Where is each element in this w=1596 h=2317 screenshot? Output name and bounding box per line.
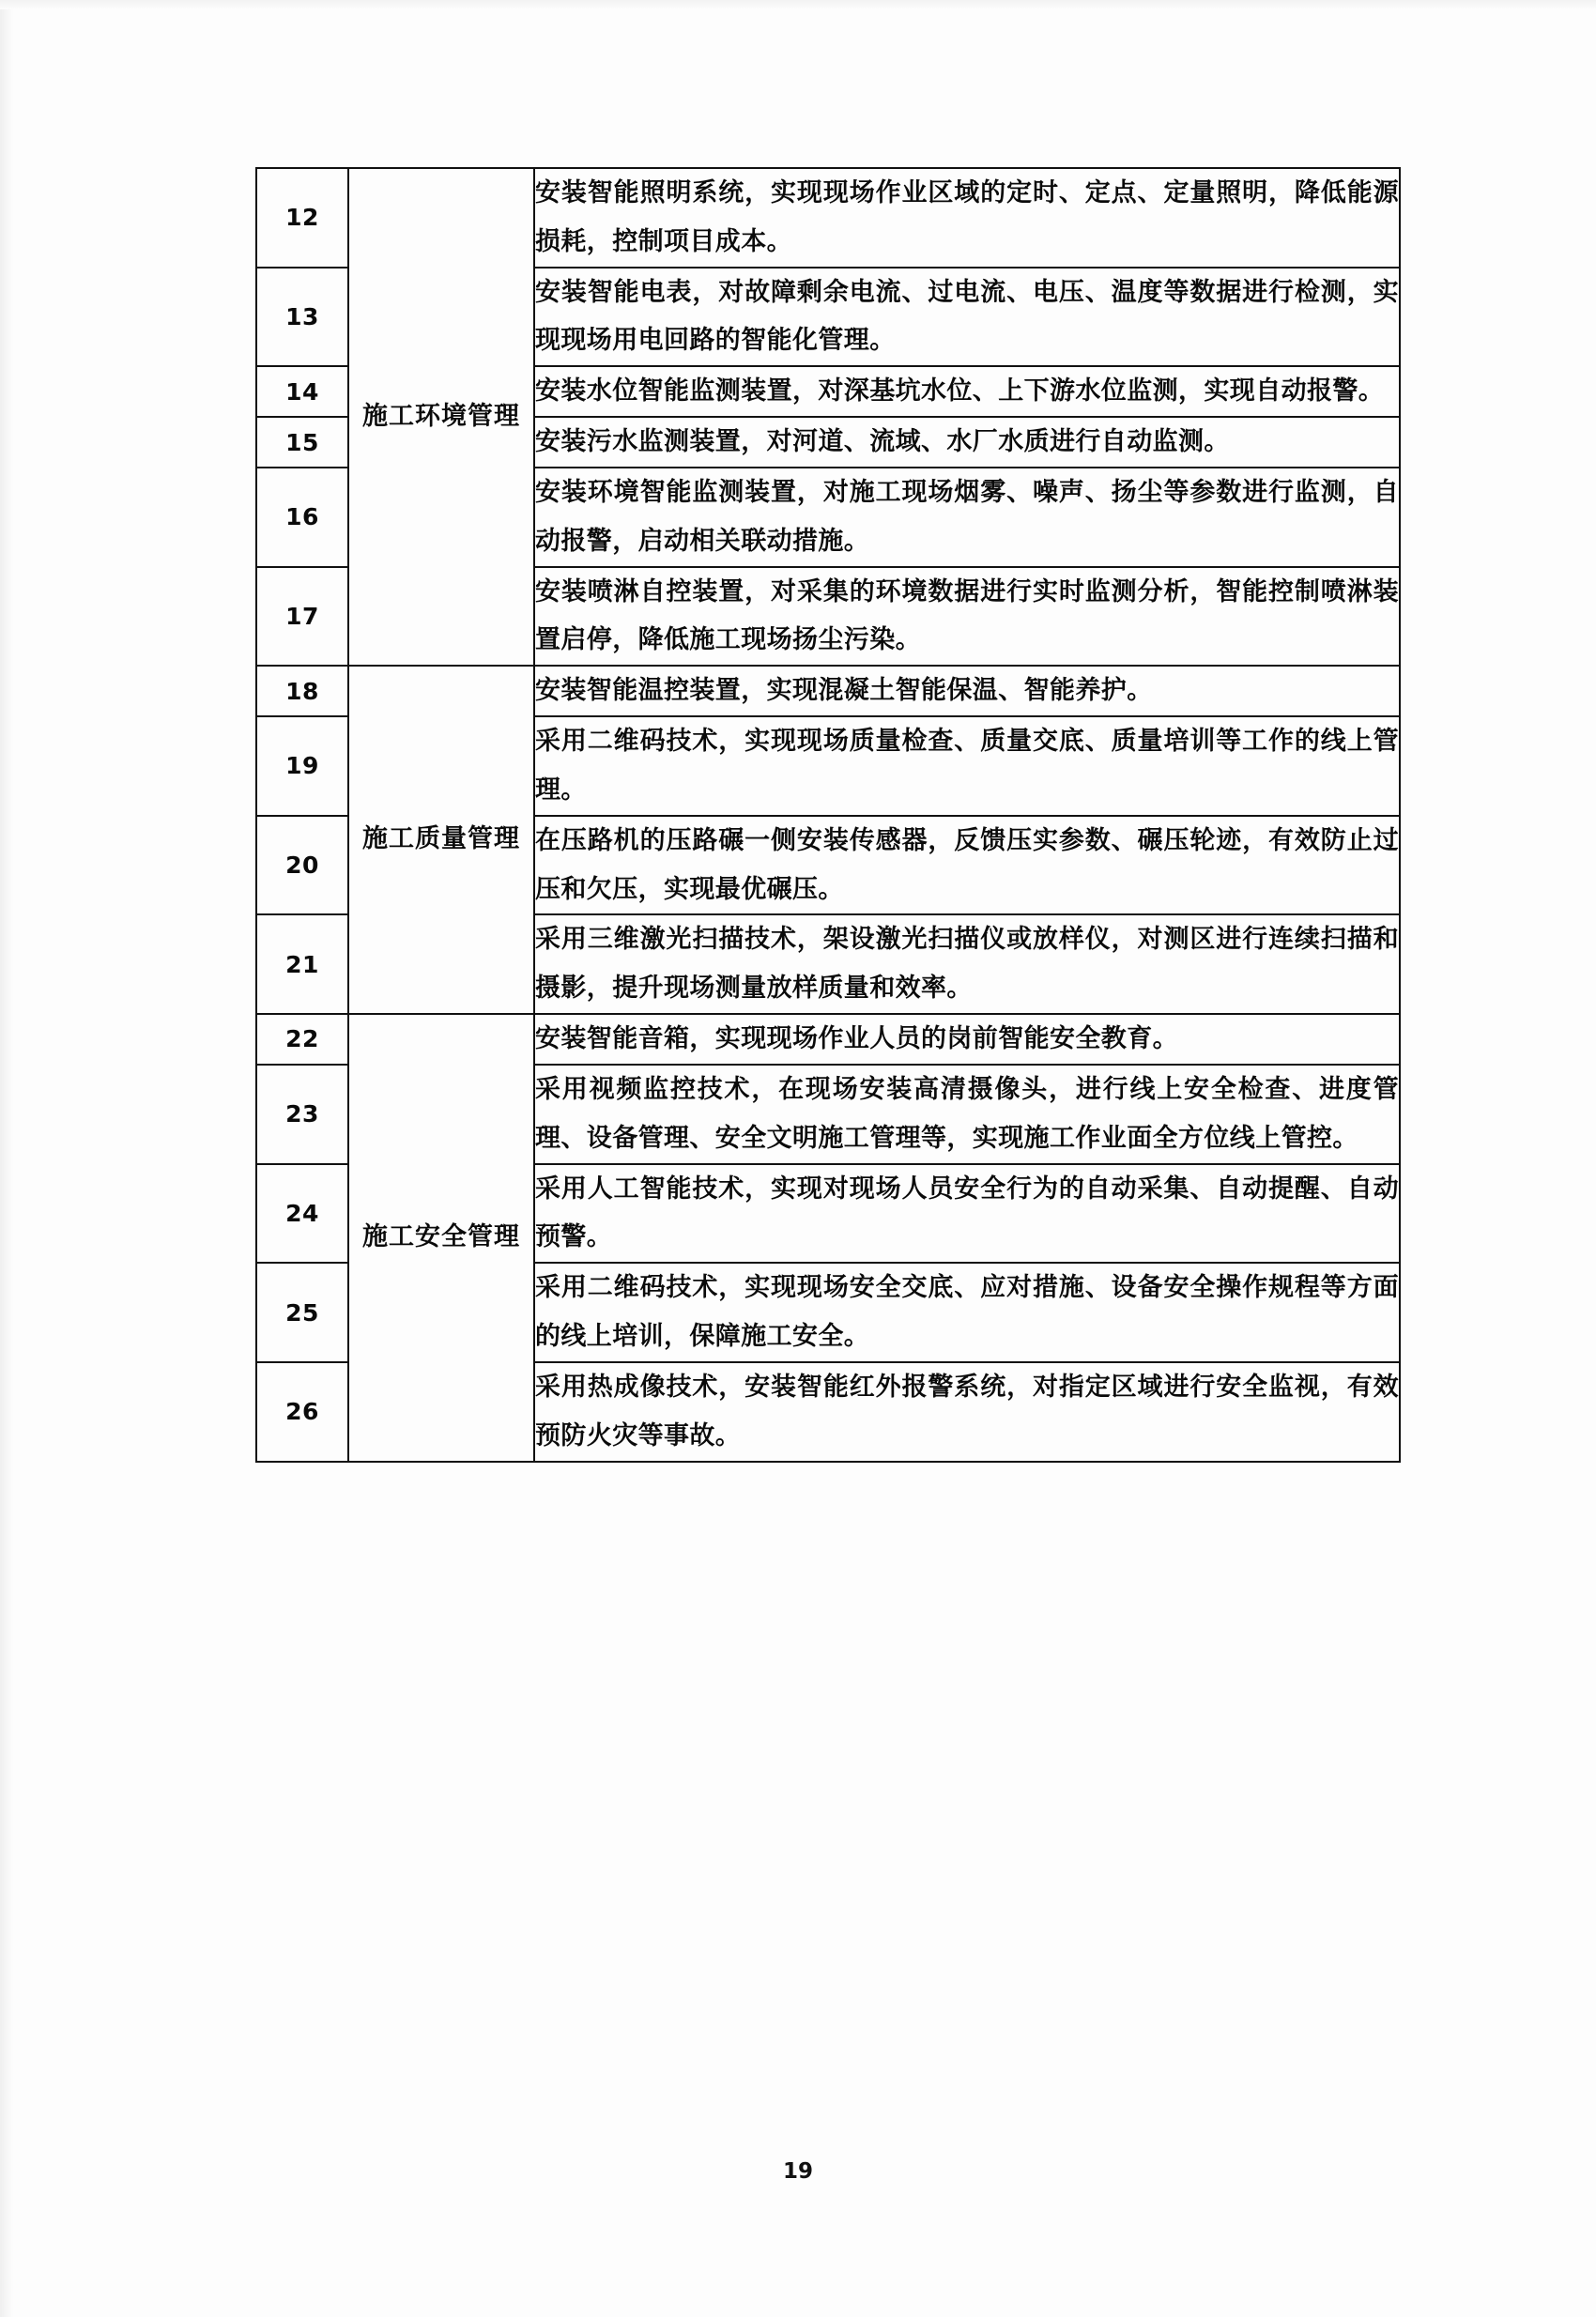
row-number-cell: 15 bbox=[256, 417, 348, 468]
page-number: 19 bbox=[782, 2159, 813, 2184]
description-cell: 采用二维码技术，实现现场安全交底、应对措施、设备安全操作规程等方面的线上培训，保障施工安全。 bbox=[534, 1263, 1400, 1362]
description-cell: 采用三维激光扫描技术，架设激光扫描仪或放样仪，对测区进行连续扫描和摄影，提升现场测量放样质量和效率。 bbox=[534, 914, 1400, 1014]
description-cell: 安装智能电表，对故障剩余电流、过电流、电压、温度等数据进行检测，实现现场用电回路的智能化管理。 bbox=[534, 268, 1400, 367]
row-number-cell: 13 bbox=[256, 268, 348, 367]
description-cell: 安装水位智能监测装置，对深基坑水位、上下游水位监测，实现自动报警。 bbox=[534, 366, 1400, 417]
category-cell-quality: 施工质量管理 bbox=[348, 666, 534, 1014]
row-number-cell: 17 bbox=[256, 567, 348, 667]
measures-table-container bbox=[255, 167, 1399, 1463]
smart-construction-measures-table bbox=[255, 167, 1401, 1463]
description-cell: 安装智能音箱，实现现场作业人员的岗前智能安全教育。 bbox=[534, 1014, 1400, 1065]
row-number-cell: 21 bbox=[256, 914, 348, 1014]
row-number-cell: 26 bbox=[256, 1362, 348, 1462]
description-cell: 采用二维码技术，实现现场质量检查、质量交底、质量培训等工作的线上管理。 bbox=[534, 716, 1400, 816]
description-cell: 安装污水监测装置，对河道、流域、水厂水质进行自动监测。 bbox=[534, 417, 1400, 468]
row-number-cell: 23 bbox=[256, 1065, 348, 1164]
description-cell: 安装环境智能监测装置，对施工现场烟雾、噪声、扬尘等参数进行监测，自动报警，启动相关联动措施。 bbox=[534, 468, 1400, 567]
description-cell: 采用人工智能技术，实现对现场人员安全行为的自动采集、自动提醒、自动预警。 bbox=[534, 1164, 1400, 1264]
category-cell-environment: 施工环境管理 bbox=[348, 168, 534, 666]
row-number-cell: 19 bbox=[256, 716, 348, 816]
row-number-cell: 14 bbox=[256, 366, 348, 417]
row-number-cell: 18 bbox=[256, 666, 348, 716]
description-cell: 安装喷淋自控装置，对采集的环境数据进行实时监测分析，智能控制喷淋装置启停，降低施工现场扬尘污染。 bbox=[534, 567, 1400, 667]
table-row bbox=[256, 168, 1400, 268]
scan-edge-top bbox=[0, 0, 1596, 9]
row-number-cell: 12 bbox=[256, 168, 348, 268]
description-cell: 安装智能照明系统，实现现场作业区域的定时、定点、定量照明，降低能源损耗，控制项目成本。 bbox=[534, 168, 1400, 268]
row-number-cell: 20 bbox=[256, 816, 348, 915]
category-cell-safety: 施工安全管理 bbox=[348, 1014, 534, 1461]
description-cell: 安装智能温控装置，实现混凝土智能保温、智能养护。 bbox=[534, 666, 1400, 716]
description-cell: 采用视频监控技术，在现场安装高清摄像头，进行线上安全检查、进度管理、设备管理、安全文明施工管理等，实现施工作业面全方位线上管控。 bbox=[534, 1065, 1400, 1164]
table-row bbox=[256, 666, 1400, 716]
scan-edge-left bbox=[0, 0, 13, 2317]
description-cell: 在压路机的压路碾一侧安装传感器，反馈压实参数、碾压轮迹，有效防止过压和欠压，实现最优碾压。 bbox=[534, 816, 1400, 915]
table-row bbox=[256, 1014, 1400, 1065]
row-number-cell: 24 bbox=[256, 1164, 348, 1264]
description-cell: 采用热成像技术，安装智能红外报警系统，对指定区域进行安全监视，有效预防火灾等事故。 bbox=[534, 1362, 1400, 1462]
row-number-cell: 16 bbox=[256, 468, 348, 567]
row-number-cell: 22 bbox=[256, 1014, 348, 1065]
row-number-cell: 25 bbox=[256, 1263, 348, 1362]
